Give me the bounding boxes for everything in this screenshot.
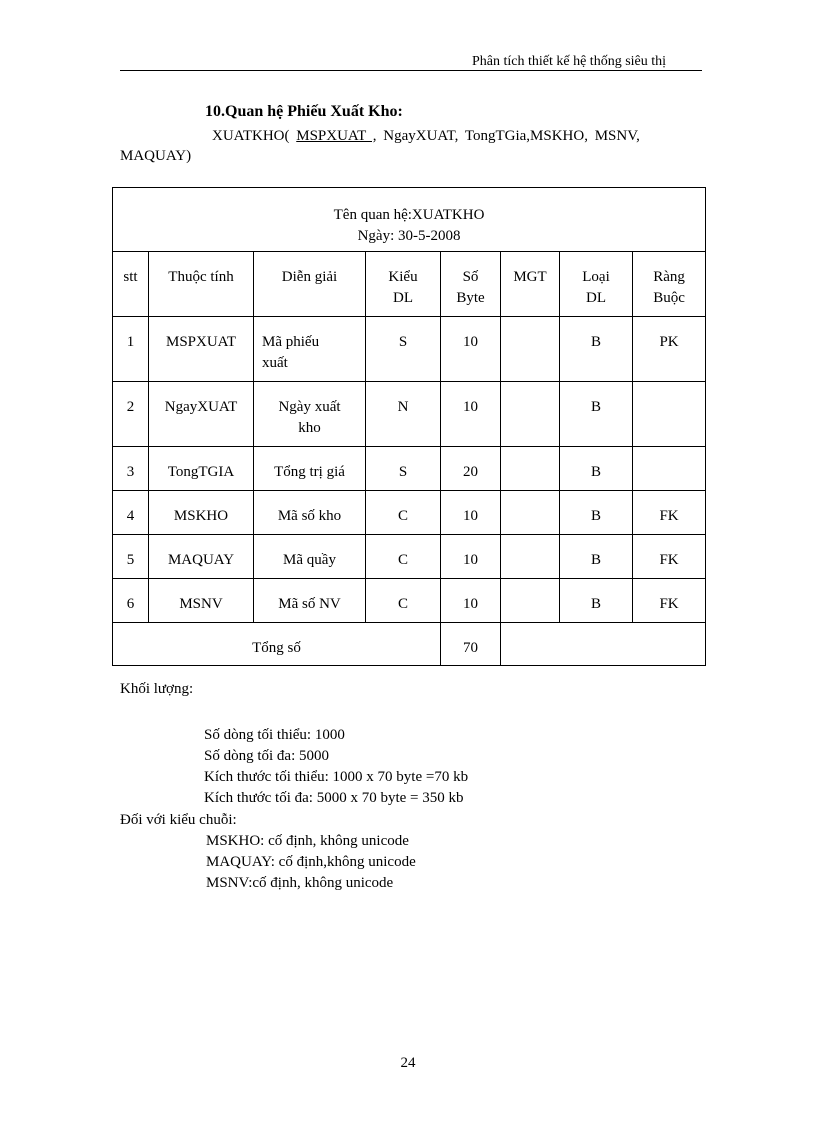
cell-mgt: [501, 317, 560, 382]
cell-attribute: MSPXUAT: [149, 317, 254, 382]
cell-constraint: [633, 382, 706, 447]
table-row: [113, 382, 706, 447]
header-text: Kiểu DL: [388, 269, 418, 306]
cell-bytes: 20: [441, 447, 501, 491]
cell-constraint: FK: [633, 535, 706, 579]
cell-stt: 1: [113, 317, 149, 382]
table-row: [113, 317, 706, 382]
section-heading: 10.Quan hệ Phiếu Xuất Kho:: [205, 103, 403, 120]
cell-stt: 5: [113, 535, 149, 579]
cell-loai: B: [560, 382, 633, 447]
volume-lines: [204, 725, 468, 809]
cell-mgt: [501, 535, 560, 579]
table-row: [113, 491, 706, 535]
header-cell: [366, 252, 441, 317]
cell-loai: B: [560, 317, 633, 382]
relation-attributes: NgayXUAT, TongTGia,MSKHO, MSNV,: [383, 128, 640, 144]
cell-attribute: MAQUAY: [149, 535, 254, 579]
total-empty: [501, 623, 706, 666]
string-types-lines: [206, 831, 416, 894]
page-header-title: Phân tích thiết kế hệ thống siêu thị: [472, 54, 667, 69]
cell-attribute: MSKHO: [149, 491, 254, 535]
cell-bytes: 10: [441, 491, 501, 535]
cell-constraint: [633, 447, 706, 491]
cell-attribute: NgayXUAT: [149, 382, 254, 447]
table-title: Tên quan hệ:XUATKHO: [333, 207, 485, 223]
relation-primary-key: MSPXUAT ,: [296, 128, 377, 144]
table-row: [113, 535, 706, 579]
string-type-line: MAQUAY: cố định,không unicode: [206, 854, 416, 870]
cell-description: Mã số kho: [254, 491, 366, 535]
relation-name: XUATKHO(: [212, 128, 290, 144]
cell-description: Mã quầy: [254, 535, 366, 579]
table-header-row: [113, 252, 706, 317]
total-value: 70: [441, 623, 501, 666]
cell-loai: B: [560, 579, 633, 623]
cell-constraint: FK: [633, 491, 706, 535]
volume-line: Số dòng tối thiểu: 1000: [204, 727, 345, 743]
header-cell: Thuộc tính: [149, 252, 254, 317]
cell-type: C: [366, 579, 441, 623]
cell-type: S: [366, 317, 441, 382]
cell-description: [254, 317, 366, 382]
cell-bytes: 10: [441, 579, 501, 623]
cell-type: S: [366, 447, 441, 491]
cell-bytes: 10: [441, 317, 501, 382]
string-type-line: MSNV:cố định, không unicode: [206, 875, 394, 891]
relation-table: [112, 187, 706, 666]
cell-attribute: TongTGIA: [149, 447, 254, 491]
cell-stt: 2: [113, 382, 149, 447]
cell-type: C: [366, 491, 441, 535]
volume-label: Khối lượng:: [120, 681, 194, 697]
header-text: Số Byte: [456, 269, 485, 306]
string-type-line: MSKHO: cố định, không unicode: [206, 833, 409, 849]
cell-attribute: MSNV: [149, 579, 254, 623]
cell-loai: B: [560, 447, 633, 491]
cell-loai: B: [560, 535, 633, 579]
header-cell: Diễn giải: [254, 252, 366, 317]
description-text: Mã phiếu xuất: [262, 334, 320, 371]
relation-schema-line1: [212, 128, 640, 145]
cell-constraint: FK: [633, 579, 706, 623]
description-text: Ngày xuất kho: [278, 399, 341, 436]
volume-line: Kích thước tối đa: 5000 x 70 byte = 350 kb: [204, 790, 464, 806]
cell-bytes: 10: [441, 535, 501, 579]
cell-mgt: [501, 447, 560, 491]
cell-mgt: [501, 382, 560, 447]
cell-loai: B: [560, 491, 633, 535]
cell-type: N: [366, 382, 441, 447]
header-cell: [560, 252, 633, 317]
table-row: [113, 579, 706, 623]
total-label: Tổng số: [113, 623, 441, 666]
table-title-cell: [113, 188, 706, 252]
cell-description: Tổng trị giá: [254, 447, 366, 491]
cell-stt: 4: [113, 491, 149, 535]
header-cell: stt: [113, 252, 149, 317]
cell-stt: 3: [113, 447, 149, 491]
page-number: 24: [400, 1055, 416, 1071]
cell-stt: 6: [113, 579, 149, 623]
volume-line: Kích thước tối thiểu: 1000 x 70 byte =70 kb: [204, 769, 469, 785]
table-row: [113, 447, 706, 491]
header-rule: [120, 70, 702, 71]
cell-bytes: 10: [441, 382, 501, 447]
string-types-label: Đối với kiểu chuỗi:: [120, 812, 237, 828]
header-text: Ràng Buộc: [653, 269, 685, 306]
cell-constraint: PK: [633, 317, 706, 382]
relation-schema-line2: MAQUAY): [120, 148, 192, 164]
cell-type: C: [366, 535, 441, 579]
cell-mgt: [501, 579, 560, 623]
header-cell: MGT: [501, 252, 560, 317]
table-date: Ngày: 30-5-2008: [357, 228, 461, 244]
cell-description: Mã số NV: [254, 579, 366, 623]
cell-description: [254, 382, 366, 447]
header-cell: [441, 252, 501, 317]
header-cell: [633, 252, 706, 317]
volume-line: Số dòng tối đa: 5000: [204, 748, 330, 764]
header-text: Loại DL: [582, 269, 610, 306]
cell-mgt: [501, 491, 560, 535]
table-title-row: [113, 188, 706, 252]
table-total-row: [113, 623, 706, 666]
